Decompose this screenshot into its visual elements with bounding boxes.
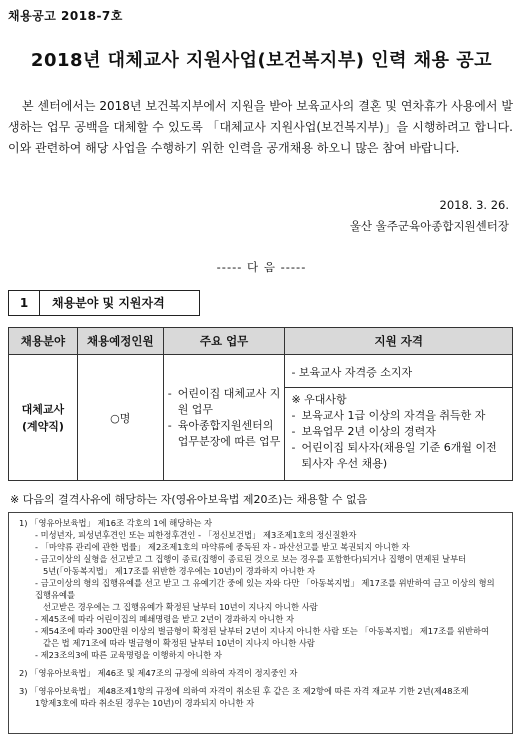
disqualification-item-continued: 1항제3호에 따라 취소된 경우는 10년)이 경과되지 아니한 자	[35, 698, 255, 708]
preferences-block	[285, 388, 512, 478]
disqualification-item: 2) 「영유아보육법」 제46조 및 제47조의 규정에 의하여 자격이 정지중인 자	[19, 668, 298, 678]
notice-number: 채용공고 2018-7호	[8, 9, 123, 23]
recruitment-table	[8, 327, 513, 481]
disqualification-item: 3) 「영유아보육법」 제48조제1항의 규정에 의하여 자격이 취소된 후 같은 조 제2항에 따른 자격 재교부 기한 2년(제48조제	[19, 686, 469, 696]
list-item: - 제45조에 따라 어린이집의 폐쇄명령을 받고 2년이 경과하지 아니한 자	[35, 614, 294, 624]
list-item: - 보육업무 2년 이상의 경력자	[291, 424, 506, 440]
list-item: - 육아종합지원센터의 업무분장에 따른 업무	[168, 418, 281, 450]
preferences-title: ※ 우대사항	[291, 392, 347, 406]
duties-list	[168, 386, 281, 450]
table-header-row	[9, 328, 513, 355]
duties-cell	[163, 355, 285, 481]
job-field-cell	[9, 355, 78, 481]
section-number: 1	[9, 291, 40, 315]
list-item: - 미성년자, 피성년후견인 또는 피한정후견인 - 「정신보건법」 제3조제1호의 정신질환자	[35, 530, 357, 540]
list-item: 5년(「아동복지법」 제17조를 위반한 경우에는 10년)이 경과하지 아니한 자	[43, 566, 316, 576]
list-item: - 보육교사 1급 이상의 자격을 취득한 자	[291, 408, 506, 424]
list-item: 같은 법 제71조에 따라 벌금형이 확정된 날부터 10년이 지나지 아니한 사람	[43, 638, 315, 648]
organization-name: 울산 울주군육아종합지원센터장	[349, 219, 509, 233]
list-item: - 금고이상의 실형을 선고받고 그 집행이 종료(집행이 종료된 것으로 보는 경우를 포함한다)되거나 집행이 면제된 날부터	[35, 554, 467, 564]
disqualification-box	[8, 512, 513, 734]
list-item: - 「마약류 관리에 관한 법률」 제2조제1호의 마약류에 중독된 자 - 파산선고를 받고 복권되지 아니한 자	[35, 542, 410, 552]
table-header: 지원 자격	[285, 328, 513, 355]
table-header: 채용예정인원	[77, 328, 163, 355]
list-item: 선고받은 경우에는 그 집행유예가 확정된 날부터 10년이 지나지 아니한 사람	[43, 602, 318, 612]
list-item: - 제23조의3에 따른 교육명령을 이행하지 아니한 자	[35, 650, 222, 660]
headcount-cell: ○명	[77, 355, 163, 481]
notice-date: 2018. 3. 26.	[439, 198, 509, 212]
intro-paragraph: 본 센터에서는 2018년 보건복지부에서 지원을 받아 보육교사의 결혼 및 연차휴가 사용에서 발생하는 업무 공백을 대체할 수 있도록 「대체교사 지원사업(보건복지부)」을 시행하려고 합니다. 이와 관련하여 해당 사업을 수행하기 위한 인력을 공개채용 하오니 많은 참여 바랍니다.	[8, 99, 513, 155]
qualifications-cell	[285, 355, 513, 481]
section-label: 채용분야 및 지원자격	[52, 296, 165, 310]
list-item: - 어린이집 퇴사자(채용일 기준 6개월 이전 퇴사자 우선 채용)	[291, 440, 506, 472]
disqualification-item: 1) 「영유아보육법」 제16조 각호의 1에 해당하는 자	[19, 518, 213, 528]
table-header: 주요 업무	[163, 328, 285, 355]
job-field: 대체교사	[21, 402, 65, 416]
table-header: 채용분야	[9, 328, 78, 355]
page-title: 2018년 대체교사 지원사업(보건복지부) 인력 채용 공고	[30, 50, 493, 71]
section-divider: ----- 다 음 -----	[216, 260, 307, 274]
section-heading	[8, 290, 200, 316]
list-item: - 어린이집 대체교사 지원 업무	[168, 386, 281, 418]
table-row	[9, 355, 513, 481]
job-type: (계약직)	[21, 419, 64, 433]
disqualification-note: ※ 다음의 결격사유에 해당하는 자(영유아보육법 제20조)는 채용할 수 없음	[10, 493, 368, 506]
list-item: - 금고이상의 형의 집행유예를 선고 받고 그 유예기간 중에 있는 자와 다만 「아동복지법」 제17조를 위반하여 금고 이상의 형의 집행유예를	[35, 578, 495, 600]
required-qualification: - 보육교사 자격증 소지자	[285, 358, 512, 388]
list-item: - 제54조에 따라 300만원 이상의 벌금형이 확정된 날부터 2년이 지나지 아니한 사람 또는 「아동복지법」 제17조를 위반하여	[35, 626, 490, 636]
